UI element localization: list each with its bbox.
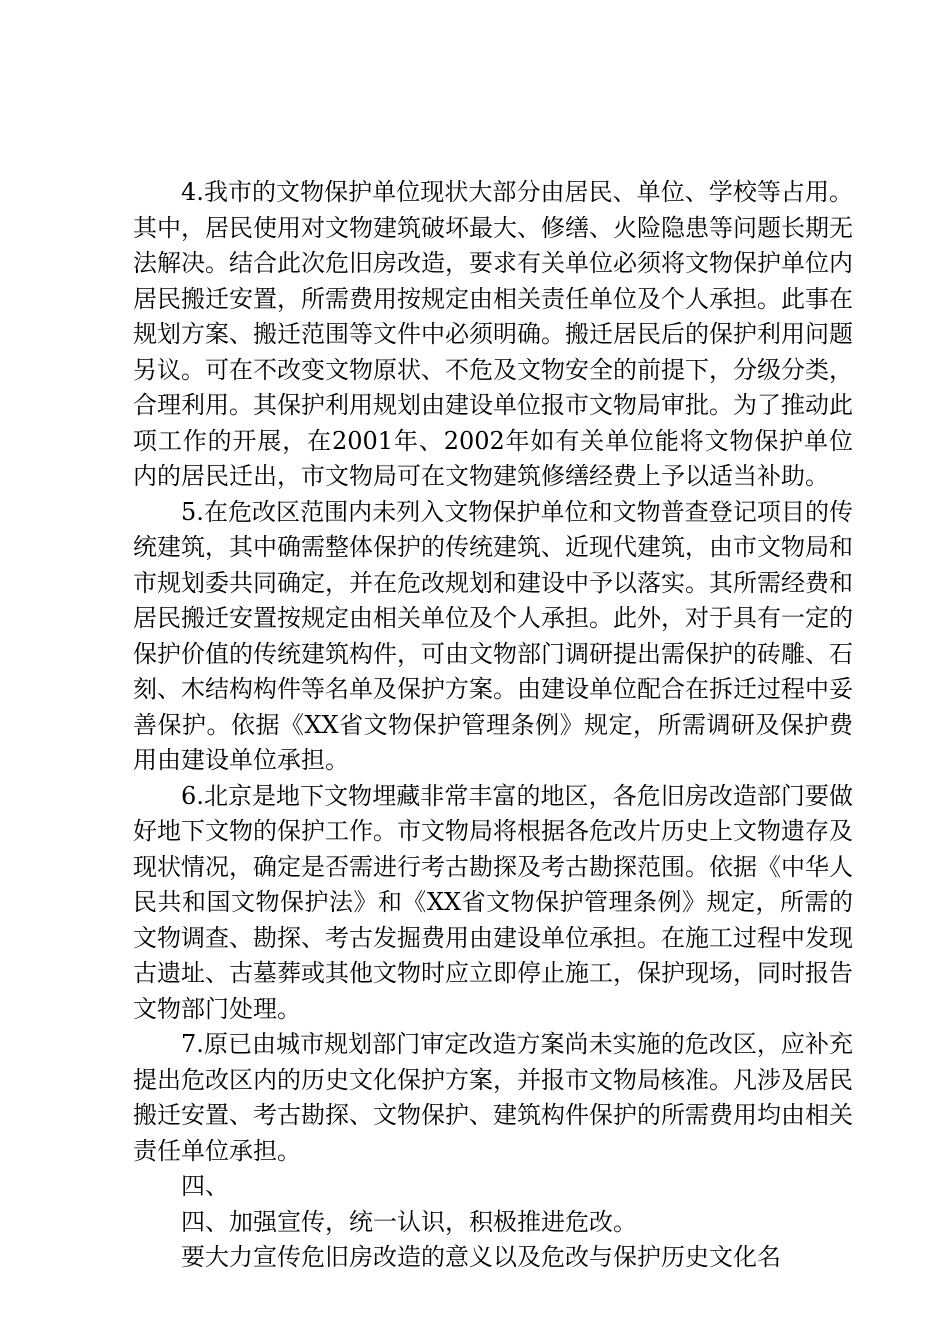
document-page bbox=[133, 175, 853, 1276]
paragraph-item-6: 6.北京是地下文物埋藏非常丰富的地区，各危旧房改造部门要做好地下文物的保护工作。市文物局将根据各危改片历史上文物遗存及现状情况，确定是否需进行考古勘探及考古勘探范围。依据《中华人民共和国文物保护法》和《XX省文物保护管理条例》规定，所需的文物调查、勘探、考古发掘费用由建设单位承担。在施工过程中发现古遗址、古墓葬或其他文物时应立即停止施工，保护现场，同时报告文物部门处理。 bbox=[133, 781, 853, 1023]
paragraph-item-4: 4.我市的文物保护单位现状大部分由居民、单位、学校等占用。其中，居民使用对文物建筑破坏最大、修缮、火险隐患等问题长期无法解决。结合此次危旧房改造，要求有关单位必须将文物保护单位内居民搬迁安置，所需费用按规定由相关责任单位及个人承担。此事在规划方案、搬迁范围等文件中必须明确。搬迁居民后的保护利用问题另议。可在不改变文物原状、不危及文物安全的前提下，分级分类，合理利用。其保护利用规划由建设单位报市文物局审批。为了推动此项工作的开展，在2001年、2002年如有关单位能将文物保护单位内的居民迁出，市文物局可在文物建筑修缮经费上予以适当补助。 bbox=[133, 178, 853, 490]
section-heading: 四、加强宣传，统一认识，积极推进危改。 bbox=[181, 1207, 637, 1236]
paragraph-item-7: 7.原已由城市规划部门审定改造方案尚未实施的危改区，应补充提出危改区内的历史文化保护方案，并报市文物局核准。凡涉及居民搬迁安置、考古勘探、文物保护、建筑构件保护的所需费用均由相关责任单位承担。 bbox=[133, 1030, 853, 1165]
section-number: 四、 bbox=[181, 1172, 229, 1200]
paragraph-item-5: 5.在危改区范围内未列入文物保护单位和文物普查登记项目的传统建筑，其中确需整体保护的传统建筑、近现代建筑，由市文物局和市规划委共同确定，并在危改规划和建设中予以落实。其所需经费和居民搬迁安置按规定由相关单位及个人承担。此外，对于具有一定的保护价值的传统建筑构件，可由文物部门调研提出需保护的砖雕、石刻、木结构构件等名单及保护方案。由建设单位配合在拆迁过程中妥善保护。依据《XX省文物保护管理条例》规定，所需调研及保护费用由建设单位承担。 bbox=[133, 497, 853, 774]
paragraph-continuation: 要大力宣传危旧房改造的意义以及危改与保护历史文化名 bbox=[181, 1243, 781, 1271]
